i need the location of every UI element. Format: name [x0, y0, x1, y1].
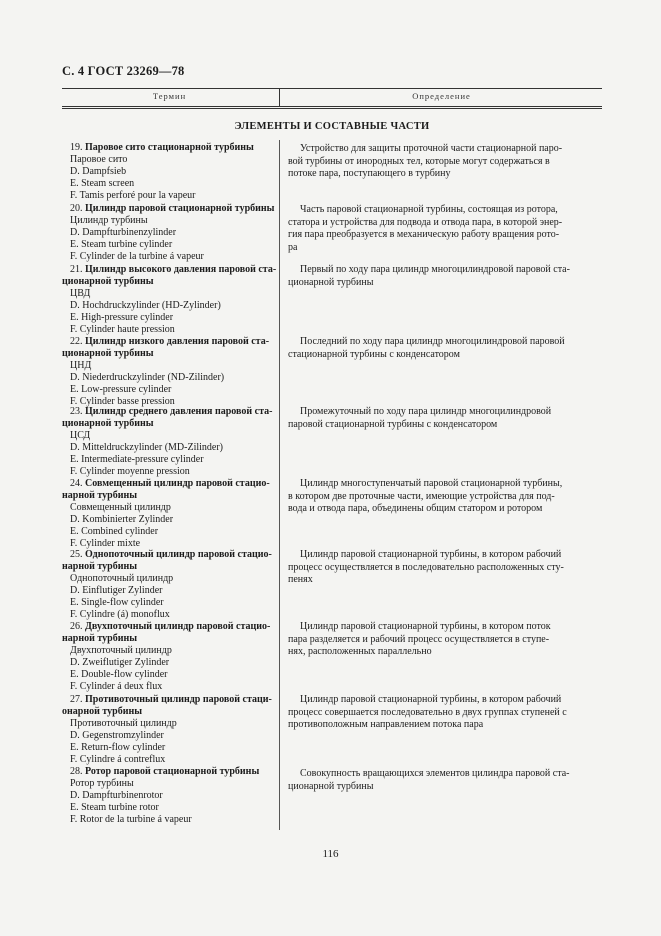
column-divider-head	[279, 88, 280, 106]
term-entry	[62, 336, 276, 408]
header-rule-top	[62, 88, 602, 89]
term-title: ционарной турбины	[62, 276, 154, 287]
term-foreign-equivalent: D. Kombinierter Zylinder	[70, 514, 174, 525]
term-foreign-equivalent: F. Cylinder haute pression	[70, 324, 175, 335]
definition-line: Последний по ходу пара цилиндр многоцилиндровой паровой	[300, 336, 565, 347]
term-title: нарной турбины	[62, 633, 138, 644]
term-foreign-equivalent: F. Cylinder moyenne pression	[70, 466, 190, 477]
term-entry	[62, 142, 276, 202]
term-synonym: Паровое сито	[70, 154, 128, 165]
term-foreign-equivalent: D. Dampfsieb	[70, 166, 127, 177]
definition-entry	[288, 406, 600, 431]
header-rule-double	[62, 108, 602, 109]
definition-line: Часть паровой стационарной турбины, состоящая из ротора,	[300, 204, 558, 215]
column-header-definition: Определение	[412, 91, 471, 101]
definition-line: ционарной турбины	[288, 780, 374, 792]
term-title: ционарной турбины	[62, 348, 154, 359]
term-entry	[62, 264, 276, 336]
term-foreign-equivalent: D. Hochdruckzylinder (HD-Zylinder)	[70, 300, 221, 311]
term-title: онарной турбины	[62, 706, 143, 717]
term-foreign-equivalent: F. Cylinder mixte	[70, 538, 141, 549]
term-foreign-equivalent: E. Combined cylinder	[70, 526, 159, 537]
term-synonym: Однопоточный цилиндр	[70, 573, 174, 584]
term-number: 22.	[70, 336, 83, 347]
definition-line: вода и отвода пара, объединены общим статором и ротором	[288, 503, 543, 514]
term-number: 26.	[70, 621, 83, 632]
column-header-term: Термин	[152, 91, 187, 101]
term-synonym: Ротор турбины	[70, 778, 134, 789]
term-foreign-equivalent: E. Steam screen	[70, 178, 135, 189]
term-entry	[62, 621, 276, 693]
term-foreign-equivalent: F. Cylinder de la turbine á vapeur	[70, 251, 204, 262]
term-synonym: ЦСД	[70, 430, 91, 441]
term-foreign-equivalent: D. Einflutiger Zylinder	[70, 585, 163, 596]
term-foreign-equivalent: D. Dampfturbinenrotor	[70, 790, 163, 801]
term-foreign-equivalent: E. Intermediate-pressure cylinder	[70, 454, 204, 465]
definition-entry	[288, 478, 600, 516]
definition-line: статора и устройства для подвода и отвода пара, в которой энер-	[288, 216, 563, 228]
term-foreign-equivalent: F. Cylinder á deux flux	[70, 681, 163, 692]
term-number: 28.	[70, 766, 83, 777]
term-number: 19.	[70, 142, 83, 153]
term-synonym: ЦВД	[70, 288, 91, 299]
column-divider	[279, 140, 280, 830]
term-title: Совмещенный цилиндр паровой стацио-	[85, 478, 270, 489]
definition-line: Совокупность вращающихся элементов цилиндра паровой ста-	[300, 768, 570, 779]
term-foreign-equivalent: F. Cylinder basse pression	[70, 396, 175, 407]
term-foreign-equivalent: D. Dampfturbinenzylinder	[70, 227, 177, 238]
definition-line: пенях	[288, 574, 313, 585]
term-synonym: ЦНД	[70, 360, 92, 371]
definition-line: ра	[288, 241, 298, 253]
term-title: нарной турбины	[62, 490, 138, 501]
definition-line: стационарной турбины с конденсатором	[288, 348, 460, 360]
term-synonym: Противоточный цилиндр	[70, 718, 177, 729]
term-entry	[62, 478, 276, 550]
term-foreign-equivalent: E. Double-flow cylinder	[70, 669, 168, 680]
term-foreign-equivalent: E. High-pressure cylinder	[70, 312, 174, 323]
term-foreign-equivalent: F. Cylindre á contreflux	[70, 754, 166, 765]
term-title: Однопоточный цилиндр паровой стацио-	[85, 549, 272, 560]
definition-line: противоположным направлением потока пара	[288, 719, 484, 730]
term-title: Цилиндр высокого давления паровой ста-	[85, 264, 277, 275]
header-rule-bottom	[62, 106, 602, 107]
definition-line: гия пара преобразуется в механическую работу вращения рото-	[288, 229, 560, 240]
term-entry	[62, 406, 276, 478]
term-entry	[62, 694, 276, 766]
term-foreign-equivalent: E. Low-pressure cylinder	[70, 384, 172, 395]
definition-line: паровой стационарной турбины с конденсатором	[288, 418, 498, 430]
term-foreign-equivalent: F. Tamis perforé pour la vapeur	[70, 190, 196, 201]
term-title: Паровое сито стационарной турбины	[85, 142, 254, 153]
term-number: 21.	[70, 264, 83, 275]
definition-entry	[288, 768, 600, 793]
term-number: 23.	[70, 406, 83, 417]
definition-entry	[288, 204, 600, 254]
definition-line: ционарной турбины	[288, 276, 374, 288]
term-title: Ротор паровой стационарной турбины	[85, 766, 260, 777]
definition-line: Цилиндр многоступенчатый паровой стационарной турбины,	[300, 478, 563, 489]
term-entry	[62, 549, 276, 621]
definition-line: в котором две проточные части, имеющие устройства для под-	[288, 490, 555, 502]
definition-entry	[288, 143, 600, 181]
term-entry	[62, 203, 276, 263]
definition-line: Цилиндр паровой стационарной турбины, в котором рабочий	[300, 694, 562, 705]
term-title: Противоточный цилиндр паровой стаци-	[85, 694, 272, 705]
definition-line: потоке пара, поступающего в турбину	[288, 168, 451, 179]
term-foreign-equivalent: E. Return-flow cylinder	[70, 742, 166, 753]
term-title: Двухпоточный цилиндр паровой стацио-	[85, 621, 271, 632]
term-synonym: Цилиндр турбины	[70, 215, 148, 226]
definition-entry	[288, 264, 600, 289]
definition-entry	[288, 549, 600, 587]
definition-line: Промежуточный по ходу пара цилиндр многоцилиндровой	[300, 406, 552, 417]
term-number: 20.	[70, 203, 83, 214]
definition-entry	[288, 694, 600, 732]
term-foreign-equivalent: D. Niederdruckzylinder (ND-Zilinder)	[70, 372, 225, 383]
definition-line: Цилиндр паровой стационарной турбины, в котором поток	[300, 621, 551, 632]
definition-line: Цилиндр паровой стационарной турбины, в котором рабочий	[300, 549, 562, 560]
definition-line: процесс осуществляется в последовательно расположенных сту-	[288, 561, 564, 573]
term-synonym: Двухпоточный цилиндр	[70, 645, 172, 656]
page-number: 116	[322, 848, 339, 860]
term-foreign-equivalent: D. Mitteldruckzylinder (MD-Zilinder)	[70, 442, 224, 453]
definition-line: процесс совершается последовательно в двух группах ступеней с	[288, 706, 567, 718]
definition-line: вой турбины от инородных тел, которые могут содержаться в	[288, 155, 550, 167]
term-title: нарной турбины	[62, 561, 138, 572]
definition-line: Устройство для защиты проточной части стационарной паро-	[300, 143, 563, 154]
term-title: Цилиндр низкого давления паровой ста-	[85, 336, 270, 347]
term-number: 25.	[70, 549, 83, 560]
page-header: С. 4 ГОСТ 23269—78	[62, 64, 185, 78]
term-synonym: Совмещенный цилиндр	[70, 502, 171, 513]
definition-line: пара разделяется и рабочий процесс осуществляется в ступе-	[288, 633, 550, 645]
definition-line: нях, расположенных параллельно	[288, 646, 432, 657]
term-number: 24.	[70, 478, 83, 489]
term-foreign-equivalent: D. Zweiflutiger Zylinder	[70, 657, 170, 668]
term-title: ционарной турбины	[62, 418, 154, 429]
term-foreign-equivalent: E. Single-flow cylinder	[70, 597, 164, 608]
term-title: Цилиндр паровой стационарной турбины	[85, 203, 275, 214]
definition-entry	[288, 336, 600, 361]
term-foreign-equivalent: F. Rotor de la turbine á vapeur	[70, 814, 192, 825]
term-foreign-equivalent: F. Cylindre (á) monoflux	[70, 609, 170, 620]
term-title: Цилиндр среднего давления паровой ста-	[85, 406, 273, 417]
definition-entry	[288, 621, 600, 659]
term-foreign-equivalent: D. Gegenstromzylinder	[70, 730, 164, 741]
definition-line: Первый по ходу пара цилиндр многоцилиндровой паровой ста-	[300, 264, 570, 275]
section-title: ЭЛЕМЕНТЫ И СОСТАВНЫЕ ЧАСТИ	[234, 121, 430, 132]
term-foreign-equivalent: E. Steam turbine rotor	[70, 802, 159, 813]
term-number: 27.	[70, 694, 83, 705]
term-foreign-equivalent: E. Steam turbine cylinder	[70, 239, 173, 250]
term-entry	[62, 766, 276, 826]
